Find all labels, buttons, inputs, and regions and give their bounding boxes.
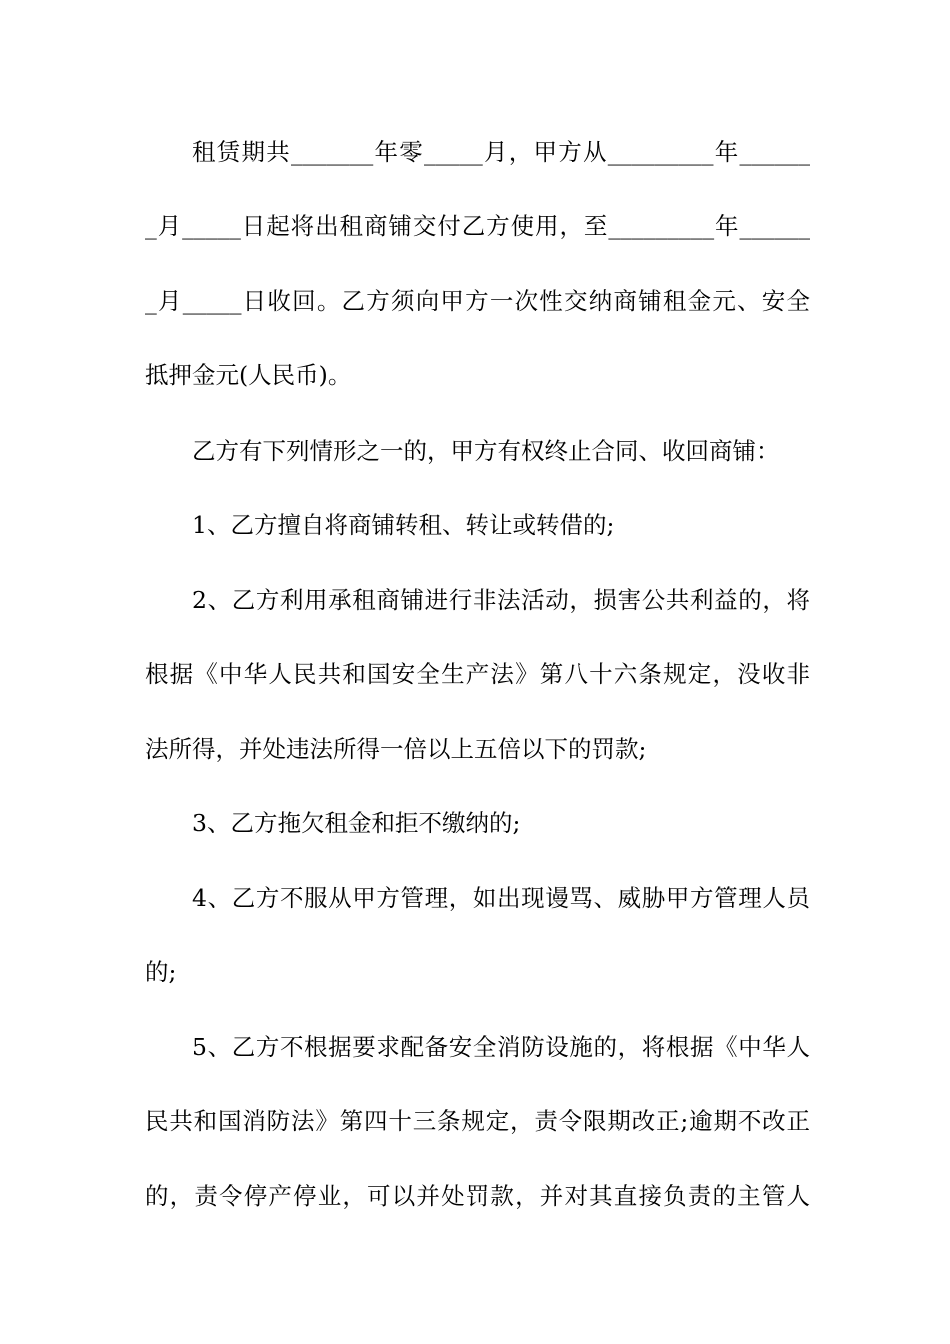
text-line: 乙方有下列情形之一的，甲方有权终止合同、收回商铺： [192, 437, 780, 465]
text-line: _月_____日起将出租商铺交付乙方使用，至_________年______ [145, 212, 810, 240]
text-line: 3、乙方拖欠租金和拒不缴纳的; [192, 809, 521, 837]
text-line: 民共和国消防法》第四十三条规定，责令限期改正;逾期不改正 [145, 1107, 810, 1135]
text-line: 2、乙方利用承租商铺进行非法活动，损害公共利益的，将 [192, 586, 810, 614]
text-line: 4、乙方不服从甲方管理，如出现谩骂、威胁甲方管理人员 [192, 884, 810, 912]
text-line: 抵押金元(人民币)。 [145, 361, 352, 389]
text-line: 的; [145, 958, 177, 986]
text-line: 租赁期共_______年零_____月，甲方从_________年______ [192, 138, 810, 166]
text-line: 根据《中华人民共和国安全生产法》第八十六条规定，没收非 [145, 660, 810, 688]
text-line: 的，责令停产停业，可以并处罚款，并对其直接负责的主管人 [145, 1182, 810, 1210]
text-line: _月_____日收回。乙方须向甲方一次性交纳商铺租金元、安全 [145, 287, 810, 315]
text-line: 1、乙方擅自将商铺转租、转让或转借的; [192, 511, 615, 539]
text-line: 5、乙方不根据要求配备安全消防设施的，将根据《中华人 [192, 1033, 810, 1061]
text-line: 法所得，并处违法所得一倍以上五倍以下的罚款; [145, 735, 647, 763]
